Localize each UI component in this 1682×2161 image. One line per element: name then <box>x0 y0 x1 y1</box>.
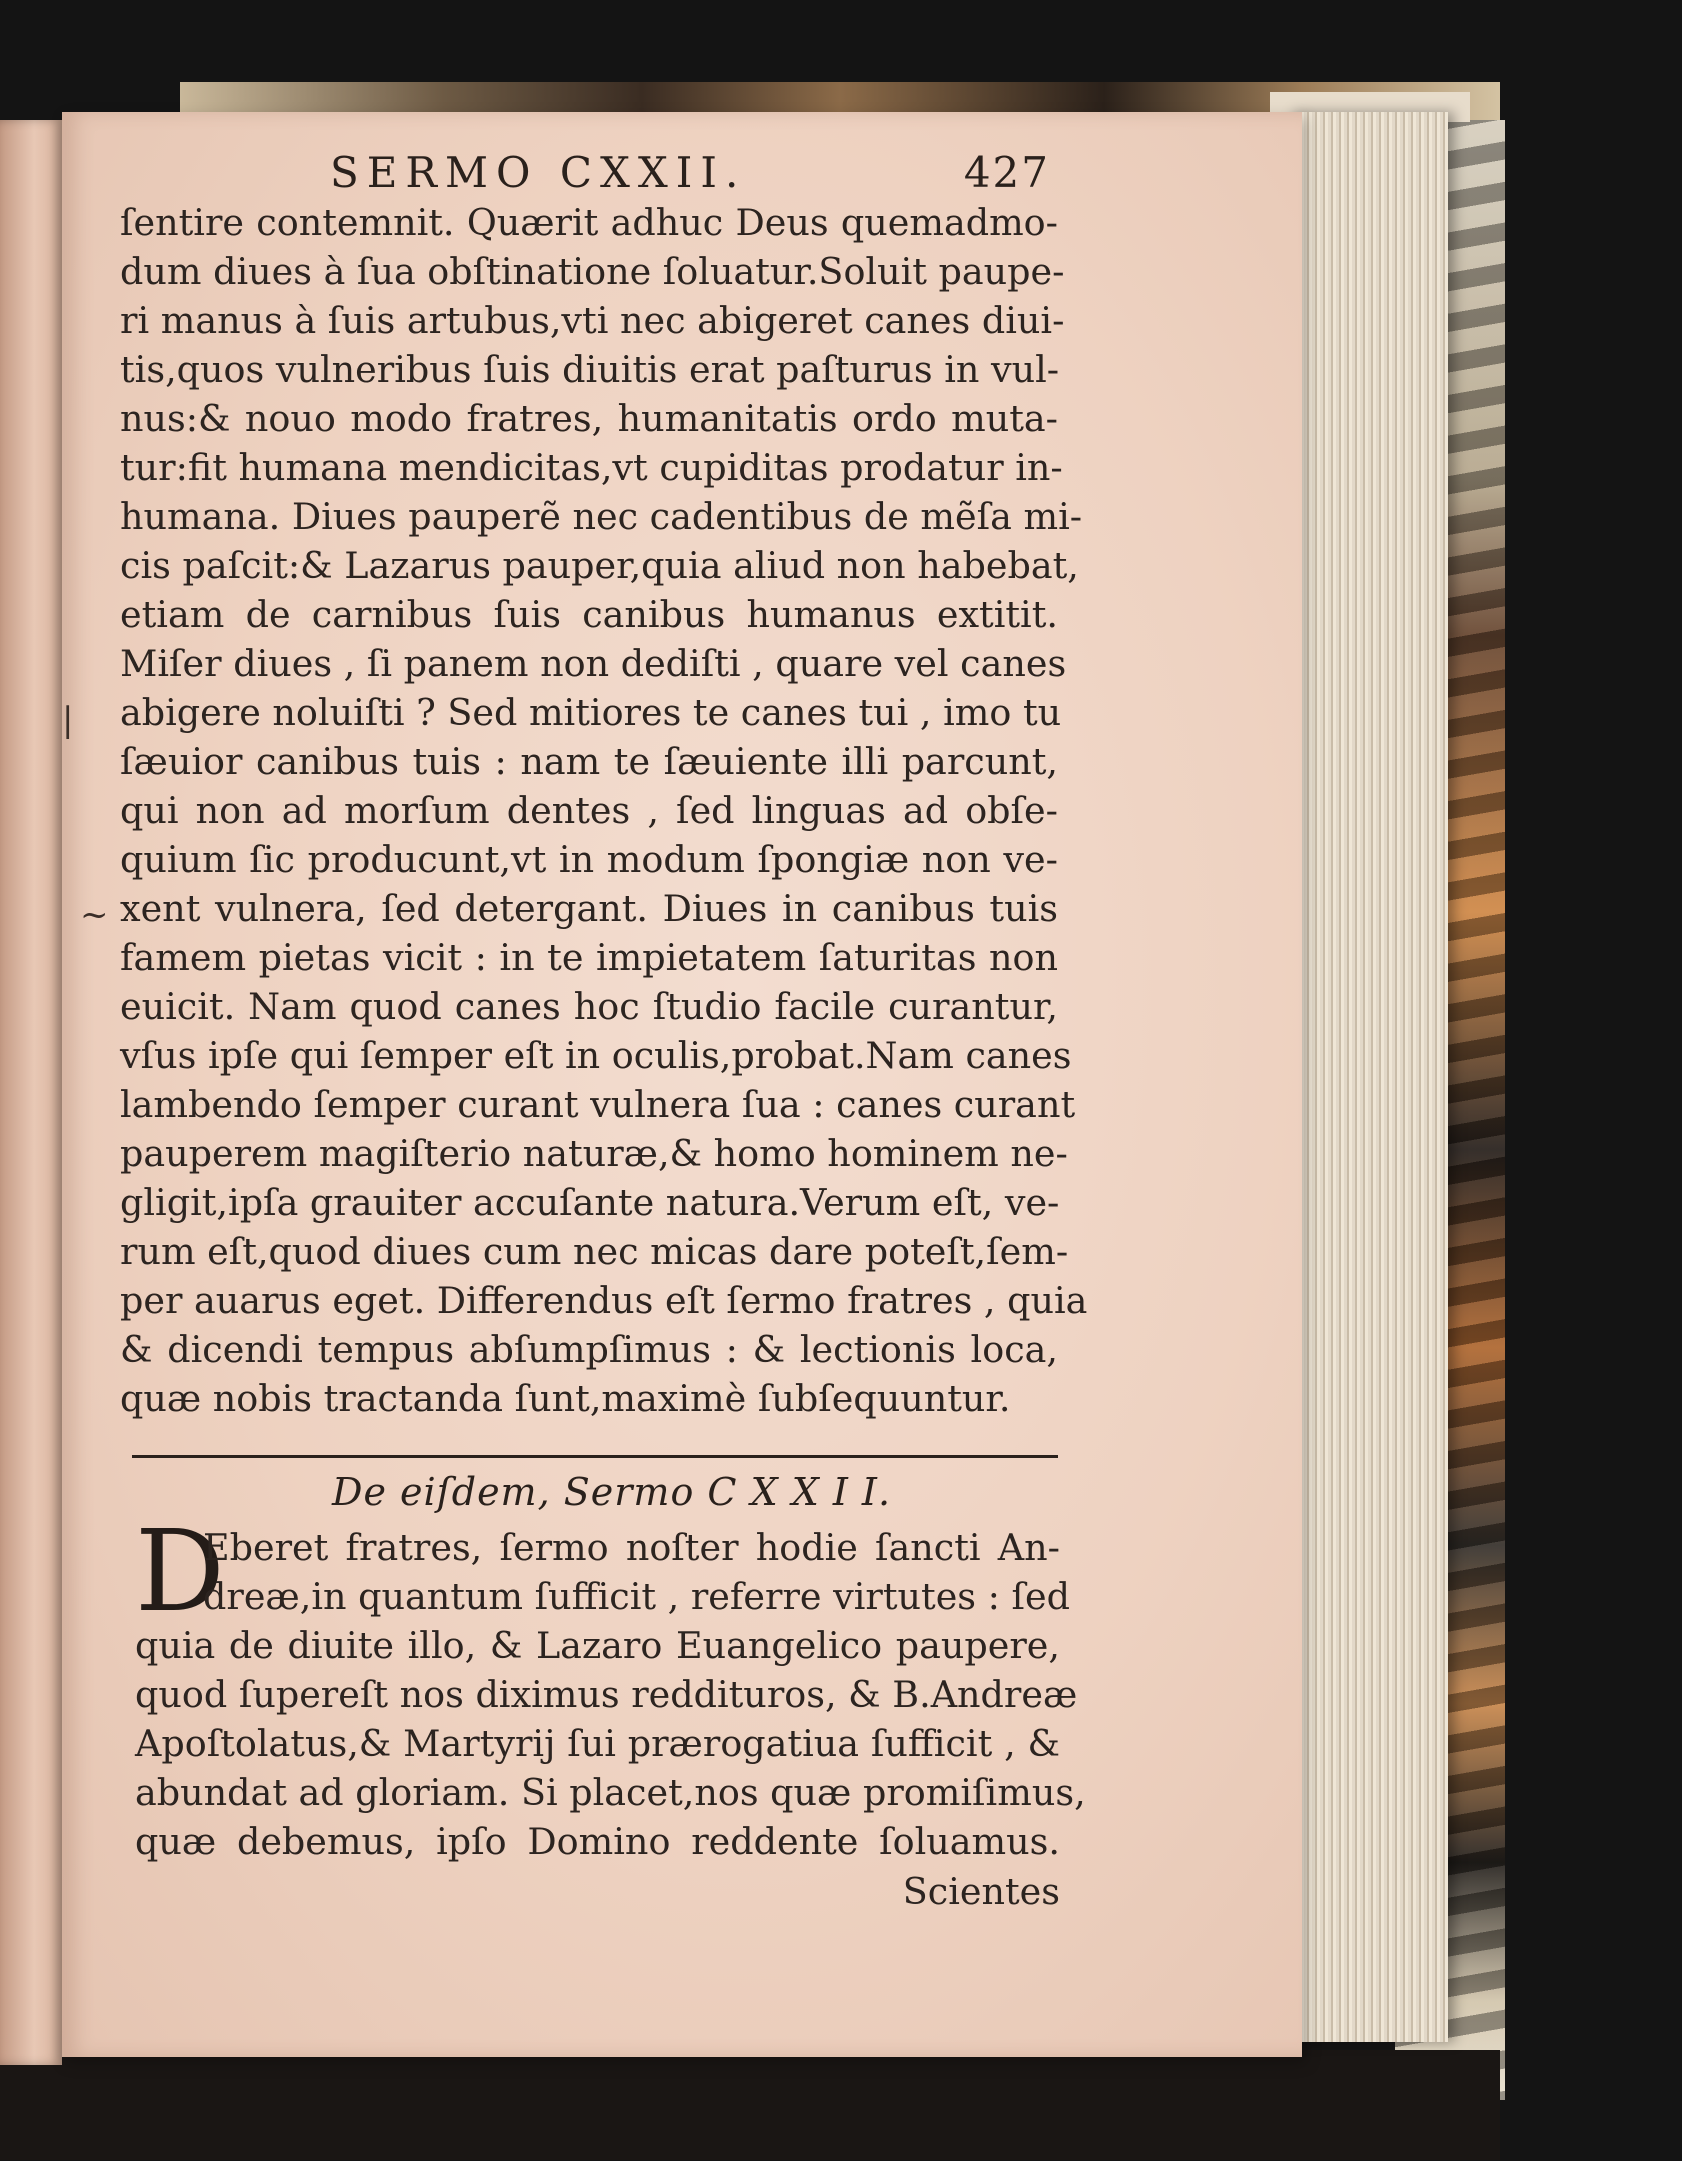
running-head <box>330 148 1050 198</box>
text-line: euicit. Nam quod canes hoc ſtudio facile curantur, <box>120 985 1058 1028</box>
text-line: dum diues à ſua obſtinatione ſoluatur.Soluit paupe- <box>120 250 1065 293</box>
page-number: 427 <box>963 148 1050 197</box>
main-text-block <box>120 198 1088 1423</box>
text-line: nus:& nouo modo fratres, humanitatis ordo muta- <box>120 397 1058 440</box>
text-line: quia de diuite illo, & Lazaro Euangelico paupere, <box>135 1624 1060 1667</box>
section-text-block <box>135 1507 1086 1867</box>
text-line: quæ debemus, ipſo Domino reddente ſoluamus. <box>135 1820 1060 1863</box>
text-line: per auarus eget. Differendus eſt ſermo fratres , quia <box>120 1279 1088 1322</box>
text-line: abundat ad gloriam. Si placet,nos quæ promiſimus, <box>135 1771 1086 1814</box>
text-line: lambendo ſemper curant vulnera ſua : canes curant <box>120 1083 1076 1126</box>
text-line: ri manus à ſuis artubus,vti nec abigeret canes diui- <box>120 299 1065 342</box>
text-line: ſentire contemnit. Quærit adhuc Deus quemadmo- <box>120 201 1058 244</box>
text-line: etiam de carnibus ſuis canibus humanus extitit. <box>120 593 1058 636</box>
text-line: Miſer diues , ſi panem non dediſti , quare vel canes <box>120 642 1067 685</box>
text-line: & dicendi tempus abſumpſimus : & lectionis loca, <box>120 1328 1058 1371</box>
margin-mark: | <box>62 700 74 740</box>
text-line: rum eſt,quod diues cum nec micas dare poteſt,ſem- <box>120 1230 1069 1273</box>
text-line: famem pietas vicit : in te impietatem ſaturitas non <box>120 936 1058 979</box>
text-line: dreæ,in quantum ſufficit , referre virtutes : ſed <box>203 1575 1070 1618</box>
text-line: vſus ipſe qui ſemper eſt in oculis,probat.Nam canes <box>120 1034 1072 1077</box>
page-fore-edge <box>1288 112 1448 2042</box>
margin-mark: ~ <box>80 895 109 935</box>
text-line: pauperem magiſterio naturæ,& homo hominem ne- <box>120 1132 1068 1175</box>
running-head-title: SERMO CXXII. <box>330 148 747 197</box>
background-bottom <box>0 2050 1500 2160</box>
text-line: Eberet fratres, ſermo noſter hodie ſancti An- <box>203 1526 1060 1569</box>
text-line: tis,quos vulneribus ſuis diuitis erat paſturus in vul- <box>120 348 1060 391</box>
text-line: quæ nobis tractanda ſunt,maximè ſubſequuntur. <box>120 1377 1011 1420</box>
text-line: cis paſcit:& Lazarus pauper,quia aliud non habebat, <box>120 544 1079 587</box>
text-line: Apoſtolatus,& Martyrij ſui prærogatiua ſufficit , & <box>135 1722 1060 1765</box>
section-divider-rule <box>132 1455 1058 1458</box>
text-line: quium ſic producunt,vt in modum ſpongiæ non ve- <box>120 838 1058 881</box>
text-line: xent vulnera, ſed detergant. Diues in canibus tuis <box>120 887 1058 930</box>
text-line: qui non ad morſum dentes , ſed linguas ad obſe- <box>120 789 1058 832</box>
catchword: Scientes <box>902 1870 1060 1913</box>
section-heading: De eiſdem, Sermo C X X I I. <box>332 1470 892 1514</box>
text-line: ſæuior canibus tuis : nam te ſæuiente illi parcunt, <box>120 740 1058 783</box>
text-line: quod ſupereſt nos diximus reddituros, & B.Andreæ <box>135 1673 1078 1716</box>
text-line: tur:fit humana mendicitas,vt cupiditas prodatur in- <box>120 446 1063 489</box>
drop-cap: D <box>135 1507 225 1637</box>
facing-page-edge <box>0 120 62 2065</box>
text-line: abigere noluiſti ? Sed mitiores te canes tui , imo tu <box>120 691 1062 734</box>
text-line: gligit,ipſa grauiter accuſante natura.Verum eſt, ve- <box>120 1181 1060 1224</box>
text-line: humana. Diues pauperẽ nec cadentibus de mẽſa mi- <box>120 495 1083 538</box>
